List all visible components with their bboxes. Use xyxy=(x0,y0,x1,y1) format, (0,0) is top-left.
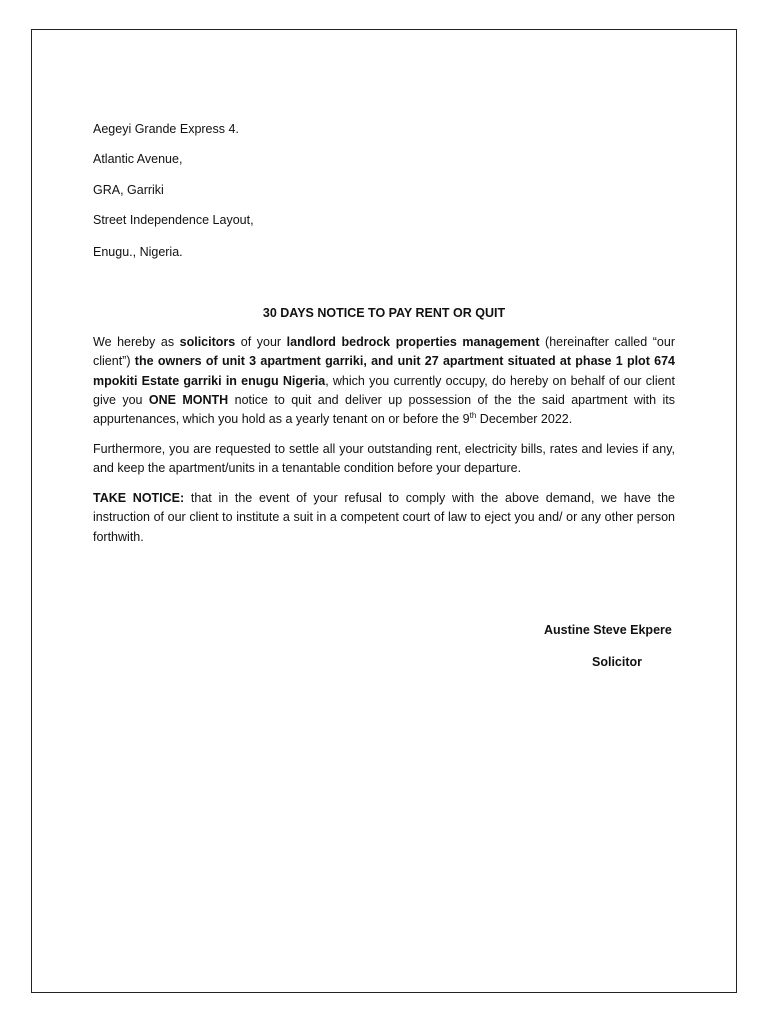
address-line-1: Aegeyi Grande Express 4. xyxy=(93,122,239,136)
notice-paragraph-2: Furthermore, you are requested to settle all your outstanding rent, electricity bills, rates and levies if any, and keep the apartment/units in a tenantable condition before your departure. xyxy=(93,442,675,476)
para1-bold-duration: ONE MONTH xyxy=(148,392,229,407)
para1-text: (hereinafter called “our client”) xyxy=(93,335,675,369)
para1-text: , which you currently occupy, do hereby on behalf of our client give you xyxy=(93,373,675,407)
take-notice-label: TAKE NOTICE: xyxy=(93,491,185,505)
ordinal-suffix: th xyxy=(469,411,477,421)
notice-title: 30 DAYS NOTICE TO PAY RENT OR QUIT xyxy=(262,306,506,320)
address-line-4: Street Independence Layout, xyxy=(93,213,254,227)
para1-text: We hereby as xyxy=(93,335,180,349)
para1-bold-solicitors: solicitors xyxy=(179,335,236,349)
signatory-name: Austine Steve Ekpere xyxy=(544,623,672,637)
address-line-3: GRA, Garriki xyxy=(93,183,164,197)
notice-paragraph-1 xyxy=(93,333,675,429)
para1-text: December 2022. xyxy=(476,412,573,427)
address-line-2: Atlantic Avenue, xyxy=(93,152,183,166)
para1-text: notice to quit and deliver up possession of the the said apartment with its appurtenances, which you hold as a yearly tenant on or before the 9 xyxy=(93,392,676,427)
notice-paragraph-3 xyxy=(93,489,675,547)
para1-bold-property: the owners of unit 3 apartment garriki, and unit 27 apartment situated at phase 1 plot 674 mpokiti Estate garriki in enugu Nigeria xyxy=(93,354,675,388)
address-line-5: Enugu., Nigeria. xyxy=(93,245,183,259)
para1-bold-landlord: landlord bedrock properties management xyxy=(286,335,540,349)
signatory-role: Solicitor xyxy=(592,655,643,669)
para1-text: of your xyxy=(235,335,287,349)
para3-text: that in the event of your refusal to comply with the above demand, we have the instruction of our client to institute a suit in a competent court of law to eject you and/ or any other person forthwith. xyxy=(93,491,675,544)
